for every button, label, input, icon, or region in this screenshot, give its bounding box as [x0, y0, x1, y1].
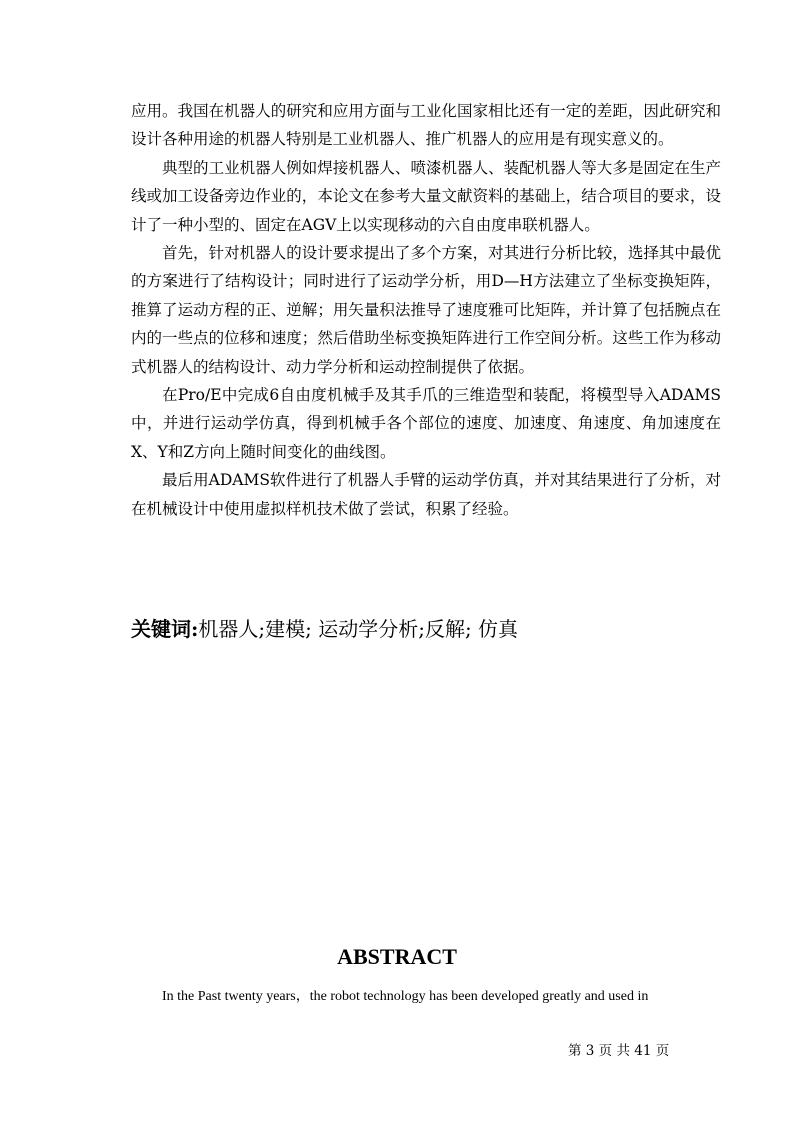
chinese-abstract-body — [131, 97, 721, 523]
abstract-first-line: In the Past twenty years，the robot technology has been developed greatly and used in — [162, 989, 649, 1004]
keywords-label: 关键词: — [131, 617, 199, 641]
keywords-line — [131, 615, 721, 643]
keywords-text: 机器人;建模; 运动学分析;反解; 仿真 — [198, 617, 519, 641]
paragraph-industrial-robots: 典型的工业机器人例如焊接机器人、喷漆机器人、装配机器人等大多是固定在生产线或加工设备旁边作业的，本论文在参考大量文献资料的基础上，结合项目的要求，设计了一种小型的、固定在AGV上以实现移动的六自由度串联机器人。 — [131, 158, 721, 234]
paragraph-proe-modeling: 在Pro/E中完成6自由度机械手及其手爪的三维造型和装配，将模型导入ADAMS中，并进行运动学仿真，得到机械手各个部位的速度、加速度、角速度、角加速度在X、Y和Z方向上随时间变化的曲线图。 — [131, 386, 721, 461]
abstract-heading: ABSTRACT — [337, 944, 457, 969]
paragraph-adams-simulation: 最后用ADAMS软件进行了机器人手臂的运动学仿真，并对其结果进行了分析，对在机械设计中使用虚拟样机技术做了尝试，积累了经验。 — [131, 471, 721, 518]
paragraph-continuation: 应用。我国在机器人的研究和应用方面与工业化国家相比还有一定的差距，因此研究和设计各种用途的机器人特别是工业机器人、推广机器人的应用是有现实意义的。 — [131, 102, 721, 149]
paragraph-design-analysis: 首先，针对机器人的设计要求提出了多个方案，对其进行分析比较，选择其中最优的方案进行了结构设计；同时进行了运动学分析，用D—H方法建立了坐标变换矩阵，推算了运动方程的正、逆解；用矢量积法推导了速度雅可比矩阵，并计算了包括腕点在内的一些点的位移和速度；然后借助坐标变换矩阵进行工作空间分析。这些工作为移动式机器人的结构设计、动力学分析和运动控制提供了依据。 — [131, 244, 721, 376]
page-number-footer: 第 3 页 共 41 页 — [568, 1043, 670, 1059]
